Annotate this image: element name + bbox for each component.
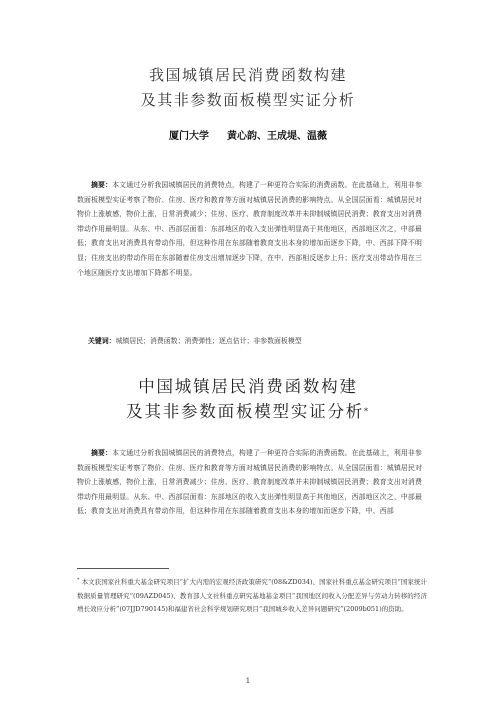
author-names: 黄心韵、王成堤、温薇	[227, 131, 327, 142]
author-line	[0, 127, 496, 142]
second-title-line-2	[0, 401, 496, 423]
second-abstract-text: 本文通过分析我国城镇居民的消费特点，构建了一种更符合实际的消费函数。在此基础上，利用非参数面板模型实证考察了物价、住房、医疗和教育等方面对城镇居民消费的影响特点。从全国层面看：城镇居民对物价上涨敏感，物价上涨，日常消费减少；住房、医疗、教育制度改革并未抑制城镇居民消费；教育支出对消费带动作用最明显。从东、中、西部层面看：东部地区的收入支出弹性明显高于其他地区，西部地区次之，中部最低；教育支出对消费具有带动作用，但这种作用在东部随着教育支出本身的增加而逐步下降，中、西部	[77, 449, 422, 516]
abstract-label: 摘要：	[91, 181, 113, 189]
second-abstract-paragraph	[77, 446, 422, 519]
paper-title-line-1: 我国城镇居民消费函数构建	[148, 66, 347, 84]
paper-title-line-2: 及其非参数面板模型实证分析	[140, 91, 356, 109]
keywords-label: 关键词：	[88, 337, 116, 345]
keywords-text: 城镇居民；消费函数；消费弹性；逐点估计；非参数面板模型	[115, 337, 302, 345]
second-abstract-label: 摘要：	[91, 449, 113, 457]
abstract-text: 本文通过分析我国城镇居民的消费特点，构建了一种更符合实际的消费函数。在此基础上，利用非参数面板模型实证考察了物价、住房、医疗和教育等方面对城镇居民消费的影响特点。从全国层面看：城镇居民对物价上涨敏感，物价上涨，日常消费减少；住房、医疗、教育制度改革并未抑制城镇居民消费；教育支出对消费带动作用最明显。从东、中、西部层面看：东部地区的收入支出弹性明显高于其他地区，西部地区次之，中部最低；教育支出对消费具有带动作用，但这种作用在东部随着教育支出本身的增加而逐步下降，中、西部下降不明显；住房支出的带动作用在东部随着住房支出增加逐步下降，在中、西部相反逐步上升；医疗支出带动作用在三个地区随医疗支出增加下降都不明显。	[77, 181, 422, 277]
keywords	[88, 335, 302, 345]
page-number: 1	[245, 677, 251, 685]
footnote	[77, 574, 427, 617]
footnote-divider	[77, 568, 169, 569]
second-title-line-1: 中国城镇居民消费函数构建	[138, 377, 358, 396]
abstract-paragraph	[77, 178, 422, 280]
footnote-text: 本文获国家社科重大基金研究项目“扩大内需的宏观经济政策研究”(08&ZD034)、国家社科重点基金研究项目“国家统计数据质量管理研究”(09AZD045)、教育部人文社科重点研究基地基金项目“我国地区间收入分配差异与劳动力转移的经济增长效应分析”(07JJD790145)和福建省社会科学规划研究项目“我国城乡收入差异问题研究”(2009b051)的资助。	[77, 578, 427, 614]
footnote-symbol: *	[77, 577, 80, 583]
second-title-text: 及其非参数面板模型实证分析	[126, 402, 365, 421]
affiliation: 厦门大学	[169, 131, 209, 142]
footnote-marker: *	[364, 407, 370, 416]
